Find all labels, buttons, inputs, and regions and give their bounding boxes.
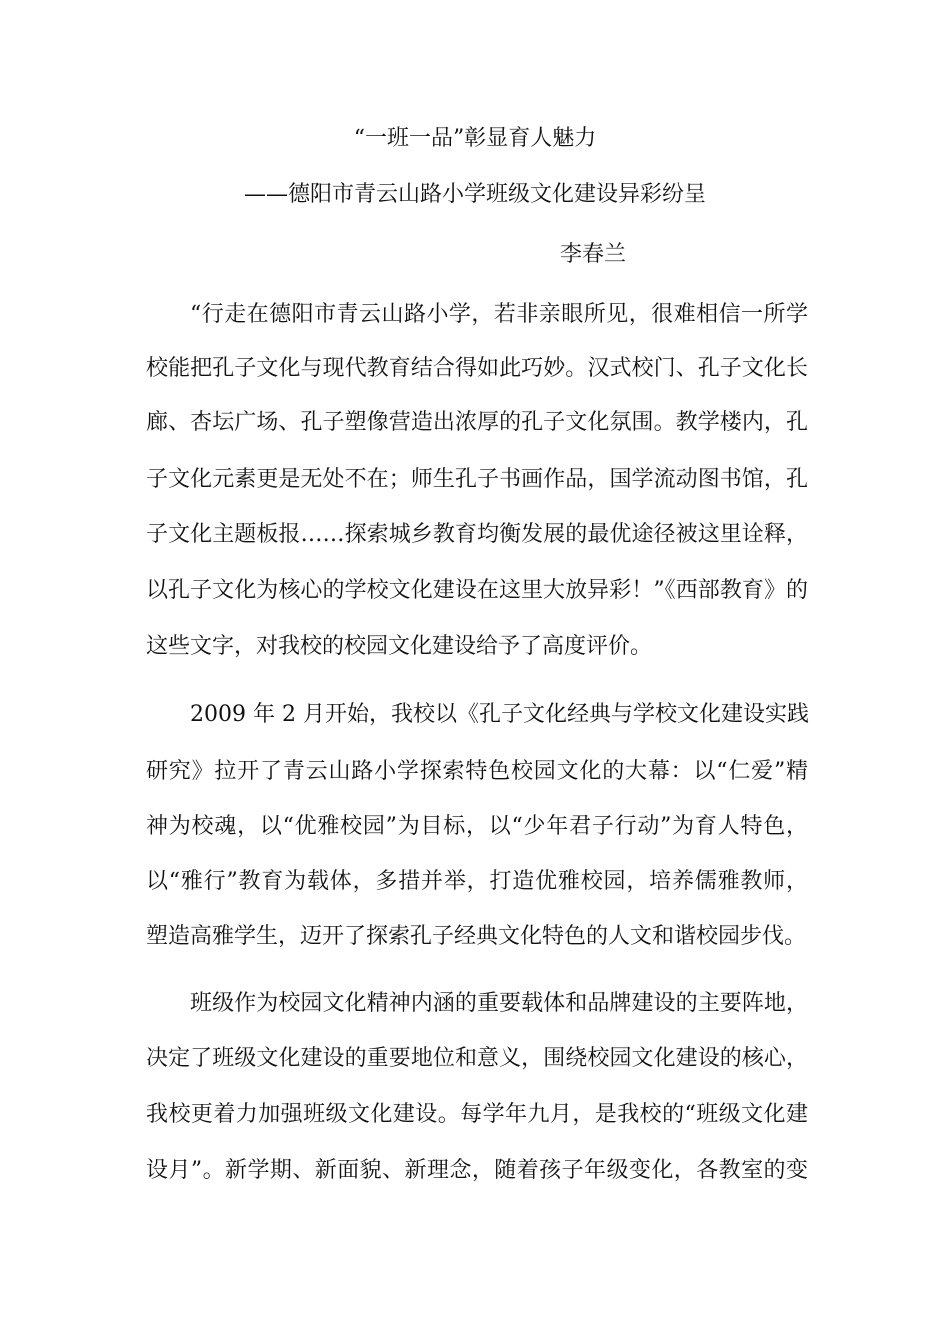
paragraph-3-line-1: 班级作为校园文化精神内涵的重要载体和品牌建设的主要阵地， [190,991,808,1016]
paragraph-3-line-4: 设月”。新学期、新面貌、新理念，随着孩子年级变化，各教室的变 [146,1158,808,1183]
paragraph-2-line-5: 塑造高雅学生，迈开了探索孔子经典文化特色的人文和谐校园步伐。 [146,924,807,949]
paragraph-1-line-2: 校能把孔子文化与现代教育结合得如此巧妙。汉式校门、孔子文化长 [146,356,808,381]
paragraph-1-line-1: “行走在德阳市青云山路小学，若非亲眼所见，很难相信一所学 [190,302,808,327]
document-subtitle: ——德阳市青云山路小学班级文化建设异彩纷呈 [243,182,706,207]
paragraph-3-line-3: 我校更着力加强班级文化建设。每学年九月，是我校的“班级文化建 [146,1102,808,1127]
author-name: 李春兰 [560,242,627,267]
paragraph-2-line-2: 研究》拉开了青云山路小学探索特色校园文化的大幕：以“仁爱”精 [146,759,808,784]
paragraph-1-line-7: 这些文字，对我校的校园文化建设给予了高度评价。 [146,634,653,659]
paragraph-1-line-5: 子文化主题板报……探索城乡教育均衡发展的最优途径被这里诠释， [146,522,808,547]
paragraph-2-line-1: 2009 年 2 月开始，我校以《孔子文化经典与学校文化建设实践 [190,702,809,727]
paragraph-2-line-3: 神为校魂，以“优雅校园”为目标，以“少年君子行动”为育人特色， [146,814,808,839]
paragraph-1-line-4: 子文化元素更是无处不在；师生孔子书画作品，国学流动图书馆，孔 [146,467,808,492]
paragraph-1-line-3: 廊、杏坛广场、孔子塑像营造出浓厚的孔子文化氛围。教学楼内，孔 [146,410,808,435]
paragraph-2-line-4: 以“雅行”教育为载体，多措并举，打造优雅校园，培养儒雅教师， [146,869,808,894]
document-title: “一班一品”彰显育人魅力 [353,126,597,151]
paragraph-3-line-2: 决定了班级文化建设的重要地位和意义，围绕校园文化建设的核心， [146,1046,808,1071]
paragraph-1-line-6: 以孔子文化为核心的学校文化建设在这里大放异彩！”《西部教育》的 [146,578,808,603]
